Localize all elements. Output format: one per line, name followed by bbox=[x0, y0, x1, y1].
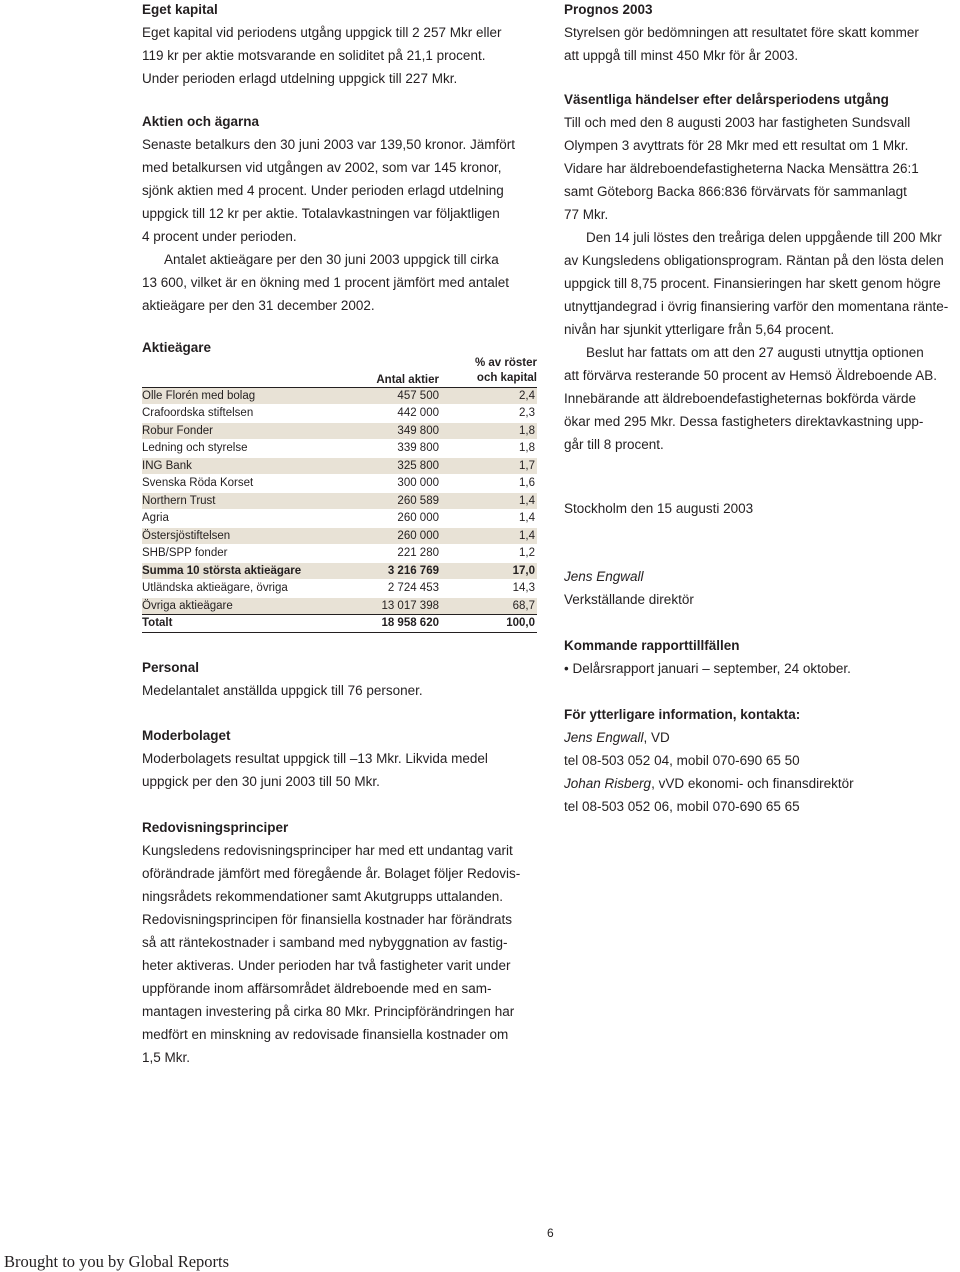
text-line: uppgick till 8,75 procent. Finansieringen har skett genom högre bbox=[564, 276, 941, 291]
cell-shares: 300 000 bbox=[397, 477, 439, 489]
col-header-pct bbox=[475, 356, 537, 386]
contact-person-1 bbox=[564, 726, 960, 749]
section-vasentliga bbox=[564, 88, 960, 456]
text-line: med betalkursen vid utgången av 2002, som var 145 kronor, bbox=[142, 160, 502, 175]
signer-title: Verkställande direktör bbox=[564, 592, 694, 607]
cell-name: Summa 10 största aktieägare bbox=[142, 565, 302, 577]
footer-credit: Brought to you by Global Reports bbox=[4, 1252, 230, 1271]
col-header-pct-line1: % av röster bbox=[474, 357, 537, 369]
table-row bbox=[142, 598, 537, 614]
section-moderbolaget bbox=[142, 724, 537, 793]
cell-shares: 442 000 bbox=[397, 407, 439, 419]
table-row bbox=[142, 580, 537, 596]
cell-pct: 2,3 bbox=[519, 407, 535, 419]
contact-person-2 bbox=[564, 772, 960, 795]
section-kommande bbox=[564, 634, 960, 680]
heading-kontakt: För ytterligare information, kontakta: bbox=[564, 707, 801, 722]
cell-shares: 349 800 bbox=[397, 425, 439, 437]
text-line: Den 14 juli löstes den treåriga delen uppgående till 200 Mkr bbox=[586, 230, 942, 245]
table-row-total bbox=[142, 615, 537, 631]
section-signature bbox=[564, 497, 960, 520]
text-line: samt Göteborg Backa 866:836 förvärvats för sammanlagt bbox=[564, 184, 907, 199]
col-header-shares: Antal aktier bbox=[376, 374, 439, 386]
text-line: ökar med 295 Mkr. Dessa fastigheters direktavkastning upp- bbox=[564, 414, 924, 429]
text-line: 77 Mkr. bbox=[564, 207, 609, 222]
table-row bbox=[142, 475, 537, 491]
page-number: 6 bbox=[547, 1226, 554, 1240]
cell-pct: 68,7 bbox=[512, 600, 535, 612]
text-line: nivån har sjunkit ytterligare från 5,64 procent. bbox=[564, 322, 835, 337]
text-line: Innebärande att äldreboendefastigheternas bokförda värde bbox=[564, 391, 917, 406]
cell-shares: 18 958 620 bbox=[381, 617, 439, 629]
section-kontakt bbox=[564, 703, 960, 818]
text-line: går till 8 procent. bbox=[564, 437, 664, 452]
cell-shares: 260 000 bbox=[397, 512, 439, 524]
table-header bbox=[142, 356, 537, 386]
contact-role: , VD bbox=[643, 730, 670, 745]
section-eget-kapital bbox=[142, 0, 537, 90]
cell-pct: 1,4 bbox=[519, 495, 535, 507]
text-line: Redovisningsprincipen för finansiella kostnader har förändrats bbox=[142, 912, 512, 927]
section-personal bbox=[142, 656, 537, 702]
shareholder-table bbox=[142, 340, 537, 640]
heading-prognos: Prognos 2003 bbox=[564, 2, 653, 17]
text-line: medfört en minskning av redovisade finansiella kostnader om bbox=[142, 1027, 509, 1042]
cell-shares: 457 500 bbox=[397, 390, 439, 402]
cell-name: Svenska Röda Korset bbox=[142, 477, 254, 489]
table-row bbox=[142, 440, 537, 456]
table-rule bbox=[142, 632, 537, 633]
text-line: oförändrade jämfört med föregående år. Bolaget följer Redovis- bbox=[142, 866, 521, 881]
cell-name: Olle Florén med bolag bbox=[142, 390, 256, 402]
cell-shares: 260 000 bbox=[397, 530, 439, 542]
text-line: 13 600, vilket är en ökning med 1 procent jämfört med antalet bbox=[142, 275, 509, 290]
text-line: Medelantalet anställda uppgick till 76 personer. bbox=[142, 683, 423, 698]
text-line: Kungsledens redovisningsprinciper har med ett undantag varit bbox=[142, 843, 513, 858]
cell-pct: 1,4 bbox=[519, 530, 535, 542]
text-line: uppförande inom affärsområdet äldreboende med en sam- bbox=[142, 981, 492, 996]
cell-pct: 14,3 bbox=[512, 582, 535, 594]
section-aktien bbox=[142, 110, 537, 317]
text-line: mantagen investering på cirka 80 Mkr. Principförändringen har bbox=[142, 1004, 515, 1019]
cell-pct: 1,8 bbox=[519, 442, 535, 454]
cell-name: Robur Fonder bbox=[142, 425, 213, 437]
text-line: Under perioden erlagd utdelning uppgick till 227 Mkr. bbox=[142, 71, 458, 86]
report-date-item: • Delårsrapport januari – september, 24 oktober. bbox=[564, 661, 851, 676]
cell-name: ING Bank bbox=[142, 460, 192, 472]
cell-name: Agria bbox=[142, 512, 169, 524]
cell-shares: 260 589 bbox=[397, 495, 439, 507]
cell-pct: 17,0 bbox=[512, 565, 535, 577]
col-header-pct-line2: och kapital bbox=[476, 372, 537, 384]
signer-name bbox=[564, 565, 960, 588]
text-line: Senaste betalkurs den 30 juni 2003 var 139,50 kronor. Jämfört bbox=[142, 137, 515, 152]
cell-shares: 325 800 bbox=[397, 460, 439, 472]
text-line: ningsrådets rekommendationer samt Akutgrupps uttalanden. bbox=[142, 889, 503, 904]
table-row bbox=[142, 510, 537, 526]
text-line: att förvärva resterande 50 procent av Hemsö Äldreboende AB. bbox=[564, 368, 937, 383]
contact-name: Jens Engwall bbox=[564, 730, 644, 745]
text-line: Eget kapital vid periodens utgång uppgick till 2 257 Mkr eller bbox=[142, 25, 502, 40]
text-line: Styrelsen gör bedömningen att resultatet före skatt kommer bbox=[564, 25, 919, 40]
cell-shares: 339 800 bbox=[397, 442, 439, 454]
cell-name: Northern Trust bbox=[142, 495, 216, 507]
cell-shares: 3 216 769 bbox=[387, 565, 439, 577]
text-line: 4 procent under perioden. bbox=[142, 229, 297, 244]
cell-pct: 100,0 bbox=[506, 617, 535, 629]
cell-pct: 2,4 bbox=[519, 390, 535, 402]
text-line: uppgick till 12 kr per aktie. Totalavkastningen var följaktligen bbox=[142, 206, 500, 221]
text-line: Vidare har äldreboendefastigheterna Nacka Mensättra 26:1 bbox=[564, 161, 919, 176]
cell-pct: 1,6 bbox=[519, 477, 535, 489]
contact-phone-1: tel 08-503 052 04, mobil 070-690 65 50 bbox=[564, 753, 800, 768]
section-prognos bbox=[564, 0, 960, 67]
contact-role: , vVD ekonomi- och finansdirektör bbox=[651, 776, 854, 791]
heading-vasentliga: Väsentliga händelser efter delårsperiodens utgång bbox=[564, 92, 889, 107]
cell-name: Ledning och styrelse bbox=[142, 442, 248, 454]
cell-name: SHB/SPP fonder bbox=[142, 547, 228, 559]
text-line: Olympen 3 avyttrats för 28 Mkr med ett resultat om 1 Mkr. bbox=[564, 138, 909, 153]
table-row-summary bbox=[142, 563, 537, 579]
cell-shares: 13 017 398 bbox=[381, 600, 439, 612]
cell-pct: 1,7 bbox=[519, 460, 535, 472]
section-signer bbox=[564, 565, 960, 611]
table-title: Aktieägare bbox=[142, 340, 212, 355]
text-line: så att räntekostnader i samband med nybyggnation av fastig- bbox=[142, 935, 508, 950]
table-row bbox=[142, 458, 537, 474]
heading-aktien: Aktien och ägarna bbox=[142, 114, 260, 129]
heading-personal: Personal bbox=[142, 660, 200, 675]
cell-pct: 1,4 bbox=[519, 512, 535, 524]
text-line: av Kungsledens obligationsprogram. Räntan på den lösta delen bbox=[564, 253, 944, 268]
cell-name: Övriga aktieägare bbox=[142, 600, 233, 612]
table-row bbox=[142, 493, 537, 509]
signer-name-text: Jens Engwall bbox=[564, 569, 644, 584]
cell-shares: 2 724 453 bbox=[387, 582, 439, 594]
text-line: Moderbolagets resultat uppgick till –13 Mkr. Likvida medel bbox=[142, 751, 488, 766]
text-line: heter aktiveras. Under perioden har två fastigheter varit under bbox=[142, 958, 511, 973]
heading-redovisning: Redovisningsprinciper bbox=[142, 820, 289, 835]
table-row bbox=[142, 545, 537, 561]
text-line: Till och med den 8 augusti 2003 har fastigheten Sundsvall bbox=[564, 115, 911, 130]
text-line: 1,5 Mkr. bbox=[142, 1050, 191, 1065]
text-line: aktieägare per den 31 december 2002. bbox=[142, 298, 375, 313]
cell-name: Totalt bbox=[142, 617, 173, 629]
text-line: Beslut har fattats om att den 27 augusti utnyttja optionen bbox=[586, 345, 924, 360]
heading-eget-kapital: Eget kapital bbox=[142, 2, 218, 17]
table-row bbox=[142, 423, 537, 439]
section-redovisning bbox=[142, 816, 537, 1069]
cell-pct: 1,8 bbox=[519, 425, 535, 437]
place-date: Stockholm den 15 augusti 2003 bbox=[564, 501, 754, 516]
table-row bbox=[142, 528, 537, 544]
cell-name: Crafoordska stiftelsen bbox=[142, 407, 254, 419]
cell-name: Utländska aktieägare, övriga bbox=[142, 582, 288, 594]
table-row bbox=[142, 388, 537, 404]
contact-phone-2: tel 08-503 052 06, mobil 070-690 65 65 bbox=[564, 799, 800, 814]
heading-moderbolaget: Moderbolaget bbox=[142, 728, 231, 743]
cell-pct: 1,2 bbox=[519, 547, 535, 559]
cell-name: Östersjöstiftelsen bbox=[142, 530, 231, 542]
text-line: sjönk aktien med 4 procent. Under perioden erlagd utdelning bbox=[142, 183, 504, 198]
cell-shares: 221 280 bbox=[397, 547, 439, 559]
text-line: utnyttjandegrad i övrig finansiering varför den momentana ränte- bbox=[564, 299, 949, 314]
text-line: Antalet aktieägare per den 30 juni 2003 uppgick till cirka bbox=[164, 252, 499, 267]
table-row bbox=[142, 405, 537, 421]
text-line: att uppgå till minst 450 Mkr för år 2003. bbox=[564, 48, 799, 63]
text-line: 119 kr per aktie motsvarande en soliditet på 21,1 procent. bbox=[142, 48, 486, 63]
text-line: uppgick per den 30 juni 2003 till 50 Mkr. bbox=[142, 774, 380, 789]
heading-kommande: Kommande rapporttillfällen bbox=[564, 638, 740, 653]
contact-name: Johan Risberg bbox=[564, 776, 652, 791]
